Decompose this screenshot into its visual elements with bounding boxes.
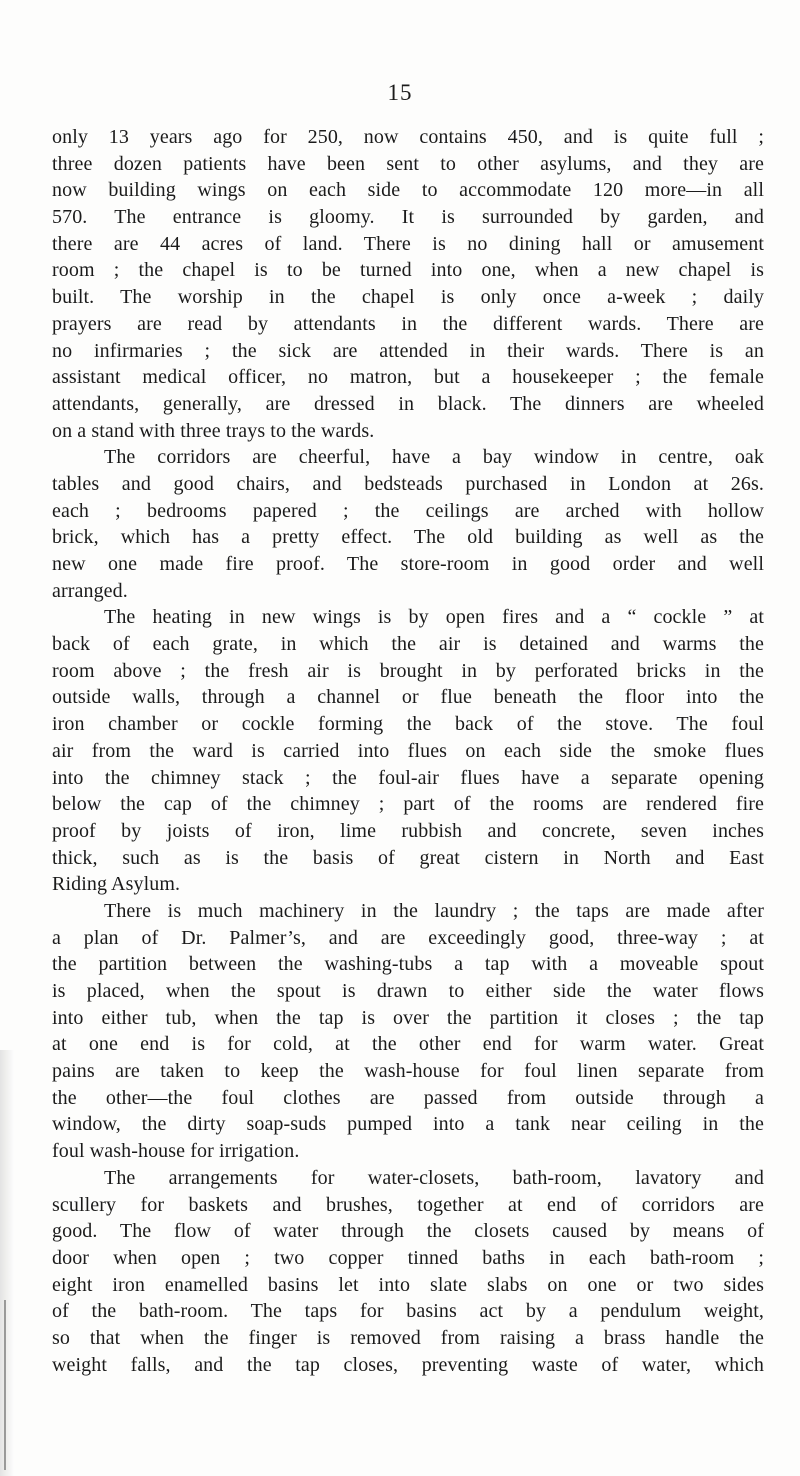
- text-line: there are 44 acres of land. There is no dining hall or amusement: [52, 232, 764, 255]
- text-line: The heating in new wings is by open fires and a “ cockle ” at: [104, 606, 764, 629]
- text-line: tables and good chairs, and bedsteads purchased in London at 26s.: [52, 472, 764, 495]
- text-line: There is much machinery in the laundry ; the taps are made after: [104, 899, 764, 922]
- text-line: air from the ward is carried into flues on each side the smoke flues: [52, 739, 764, 762]
- text-line: below the cap of the chimney ; part of the rooms are rendered fire: [52, 793, 764, 816]
- text-line: each ; bedrooms papered ; the ceilings are arched with hollow: [52, 499, 764, 522]
- binding-edge: [4, 1300, 6, 1470]
- text-line: so that when the finger is removed from raising a brass handle the: [52, 1326, 764, 1349]
- text-line: on a stand with three trays to the wards.: [52, 419, 375, 442]
- text-line: thick, such as is the basis of great cistern in North and East: [52, 846, 764, 869]
- text-line: now building wings on each side to accommodate 120 more—in all: [52, 179, 764, 202]
- text-line: attendants, generally, are dressed in black. The dinners are wheeled: [52, 392, 764, 415]
- text-line: of the bath-room. The taps for basins act by a pendulum weight,: [52, 1300, 764, 1323]
- text-line: room above ; the fresh air is brought in by perforated bricks in the: [52, 659, 764, 682]
- text-line: good. The flow of water through the closets caused by means of: [52, 1220, 764, 1243]
- text-line: prayers are read by attendants in the different wards. There are: [52, 312, 764, 335]
- text-line: eight iron enamelled basins let into slate slabs on one or two sides: [52, 1273, 764, 1296]
- text-line: new one made fire proof. The store-room in good order and well: [52, 553, 764, 575]
- text-line: the other—the foul clothes are passed from outside through a: [52, 1086, 764, 1109]
- text-line: built. The worship in the chapel is only once a-week ; daily: [52, 286, 764, 309]
- text-line: into the chimney stack ; the foul-air flues have a separate opening: [52, 766, 764, 789]
- text-line: a plan of Dr. Palmer’s, and are exceedingly good, three-way ; at: [52, 926, 764, 949]
- body-text: [52, 124, 764, 1378]
- text-line: the partition between the washing-tubs a tap with a moveable spout: [52, 953, 764, 976]
- binding-shadow: [0, 1050, 14, 1476]
- text-line: weight falls, and the tap closes, preventing waste of water, which: [52, 1353, 764, 1376]
- text-line: at one end is for cold, at the other end for warm water. Great: [52, 1033, 764, 1056]
- text-line: assistant medical officer, no matron, but a housekeeper ; the female: [52, 366, 764, 389]
- text-line: proof by joists of iron, lime rubbish and concrete, seven inches: [52, 819, 764, 842]
- text-line: window, the dirty soap-suds pumped into a tank near ceiling in the: [52, 1113, 764, 1136]
- text-line: three dozen patients have been sent to other asylums, and they are: [52, 152, 764, 175]
- text-line: arranged.: [52, 579, 128, 602]
- text-line: The arrangements for water-closets, bath-room, lavatory and: [104, 1166, 764, 1189]
- text-line: room ; the chapel is to be turned into one, when a new chapel is: [52, 259, 764, 282]
- text-line: into either tub, when the tap is over the partition it closes ; the tap: [52, 1006, 764, 1029]
- text-line: The corridors are cheerful, have a bay window in centre, oak: [104, 446, 764, 469]
- text-line: scullery for baskets and brushes, together at end of corridors are: [52, 1193, 764, 1216]
- text-line: is placed, when the spout is drawn to either side the water flows: [52, 980, 764, 1002]
- text-line: foul wash-house for irrigation.: [52, 1140, 300, 1163]
- text-line: no infirmaries ; the sick are attended in their wards. There is an: [52, 339, 764, 362]
- text-line: pains are taken to keep the wash-house for foul linen separate from: [52, 1060, 764, 1083]
- text-line: Riding Asylum.: [52, 873, 181, 896]
- text-line: back of each grate, in which the air is detained and warms the: [52, 633, 764, 656]
- text-line: door when open ; two copper tinned baths in each bath-room ;: [52, 1246, 764, 1269]
- text-line: outside walls, through a channel or flue beneath the floor into the: [52, 686, 764, 709]
- page-number: 15: [387, 80, 413, 105]
- text-line: brick, which has a pretty effect. The old building as well as the: [52, 526, 764, 549]
- text-line: 570. The entrance is gloomy. It is surrounded by garden, and: [52, 206, 764, 229]
- text-line: only 13 years ago for 250, now contains 450, and is quite full ;: [52, 126, 764, 148]
- text-line: iron chamber or cockle forming the back of the stove. The foul: [52, 713, 764, 736]
